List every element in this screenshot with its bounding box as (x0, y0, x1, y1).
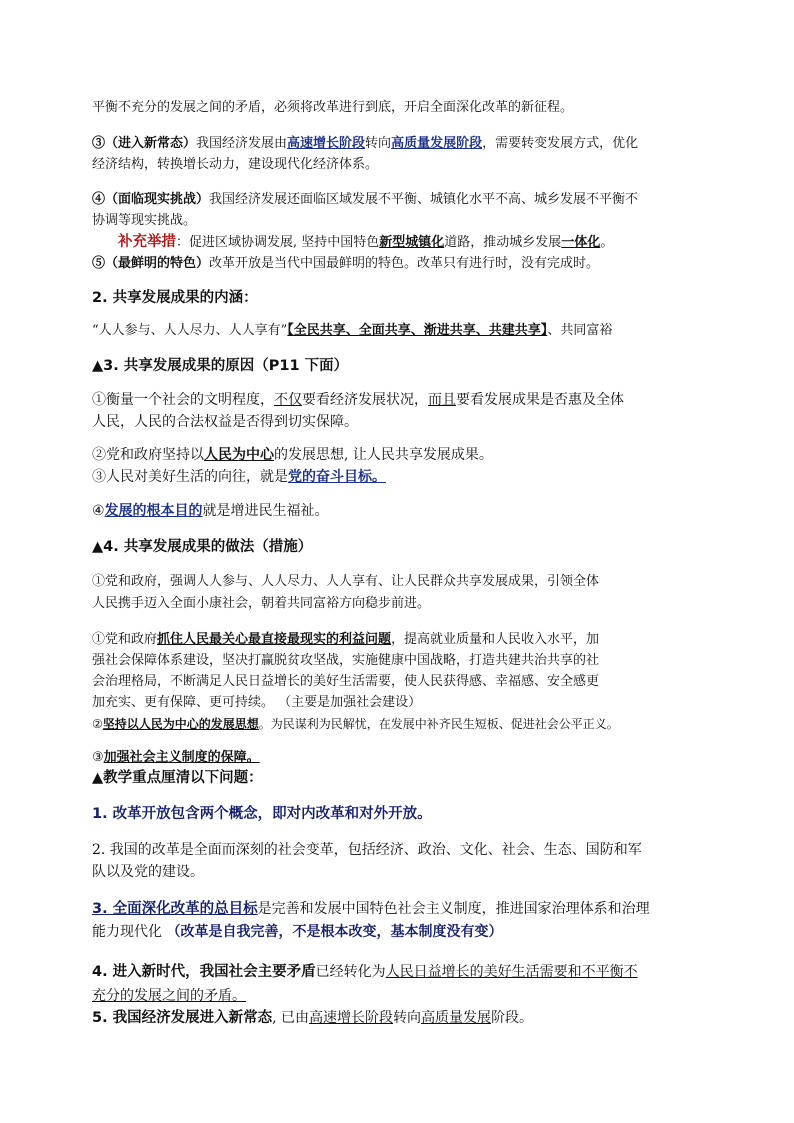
text-span: 、共同富裕 (547, 323, 613, 338)
text-line (92, 923, 502, 941)
text-line (92, 135, 638, 153)
key-term: 高速增长阶段 (309, 1010, 394, 1026)
text-line (92, 99, 573, 117)
key-term: 高速增长阶段 (287, 136, 366, 151)
text-span: 要看发展成果是否惠及全体 (456, 392, 624, 408)
key-term: 【全民共享、全面共享、渐进共享、共建共享】 (287, 323, 548, 338)
text-span: 能力现代化 (92, 924, 167, 940)
text-span: 是完善和发展中国特色社会主义制度，推进国家治理体系和治理 (257, 901, 650, 917)
text-line (92, 255, 599, 273)
text-span: 。 (600, 235, 614, 250)
key-term: 坚持以人民为中心的发展思想 (102, 717, 259, 731)
text-line (92, 212, 196, 230)
key-term: 发展的根本目的 (104, 503, 203, 519)
text-line (92, 652, 599, 670)
text-span: 协调等现实挑战。 (92, 213, 197, 228)
text-line (92, 468, 386, 486)
key-term: 抓住人民最关心最直接最现实的利益问题 (157, 632, 392, 647)
text-span: 强社会保障体系建设，坚决打赢脱贫攻坚战，实施健康中国战略，打造共建共治共享的社 (92, 653, 600, 668)
text-line (118, 233, 613, 252)
key-point: 1. 改革开放包含两个概念，即对内改革和对外开放。 (92, 806, 432, 822)
text-span: , 已由 (272, 1010, 310, 1026)
text-line (92, 900, 650, 918)
key-term: 4. 进入新时代，我国社会主要矛盾 (92, 964, 316, 980)
text-line (92, 413, 358, 431)
text-span: ：促进区域协调发展, 坚持中国特色 (176, 235, 380, 250)
text-span: ③ (92, 750, 104, 765)
text-span: 道路，推动城乡发展 (444, 235, 562, 250)
text-line (92, 391, 624, 409)
text-span: ①党和政府 (92, 632, 158, 647)
text-span: 人民携手迈入全面小康社会，朝着共同富裕方向稳步前进。 (92, 596, 431, 611)
text-span: 要看经济发展状况， (302, 392, 428, 408)
text-span: 经济结构，转换增长动力，建设现代化经济体系。 (92, 157, 379, 172)
key-term: 高质量发展 (421, 1010, 492, 1026)
text-line (92, 715, 619, 733)
text-span: ，需要转变发展方式，优化 (482, 136, 639, 151)
text-line (92, 841, 642, 859)
text-span: 我国经济发展由 (196, 136, 288, 151)
text-line (92, 156, 378, 174)
text-span: ② (92, 717, 103, 731)
text-span: ，提高就业质量和人民收入水平，加 (391, 632, 600, 647)
key-term: 3. 全面深化改革的总目标 (92, 901, 258, 917)
section-heading: ▲教学重点厘清以下问题： (92, 770, 263, 786)
section-label: ⑤（最鲜明的特色） (92, 256, 210, 271)
supplement-label: 补充举措 (118, 234, 176, 250)
text-line (92, 863, 204, 881)
text-line (92, 502, 329, 520)
text-span: 转向 (393, 1010, 422, 1026)
key-term: 不仅 (274, 392, 302, 408)
key-term: 党的奋斗目标。 (288, 469, 386, 485)
key-term: 一体化 (561, 235, 601, 250)
text-line (92, 631, 599, 649)
text-span: 就是增进民生福祉。 (202, 503, 329, 519)
text-line (92, 595, 430, 613)
text-span: “人人参与、人人尽力、人人享有” (92, 323, 288, 338)
text-line (92, 446, 493, 464)
text-span: ④ (92, 503, 105, 519)
text-span: 平衡不充分的发展之间的矛盾，必须将改革进行到底，开启全面深化改革的新征程。 (92, 100, 574, 115)
text-span: 已经转化为 (315, 964, 386, 980)
key-term: （改革是自我完善，不是根本改变，基本制度没有变） (166, 924, 503, 940)
text-span: 会治理格局，不断满足人民日益增长的美好生活需要，使人民获得感、幸福感、安全感更 (92, 674, 600, 689)
key-term: 加强社会主义制度的保障。 (103, 750, 260, 765)
text-span: ①衡量一个社会的文明程度， (92, 392, 274, 408)
text-span: 的发展思想, 让人民共享发展成果。 (274, 447, 493, 463)
text-span: 队以及党的建设。 (92, 864, 204, 880)
key-term: 人民为中心 (204, 447, 274, 463)
text-line (92, 322, 612, 340)
text-span: 人民，人民的合法权益是否得到切实保障。 (92, 414, 358, 430)
text-span: 转向 (365, 136, 392, 151)
text-span: ③人民对美好生活的向往，就是 (92, 469, 288, 485)
text-line (92, 573, 599, 591)
text-line (92, 1009, 533, 1027)
text-line (92, 191, 638, 209)
key-term: 5. 我国经济发展进入新常态 (92, 1010, 273, 1026)
section-heading: 2. 共享发展成果的内涵： (92, 290, 258, 306)
text-line (92, 963, 638, 981)
text-span: 加充实、更有保障、更可持续。 （主要是加强社会建设） (92, 695, 422, 710)
text-span: ①党和政府，强调人人参与、人人尽力、人人享有、让人民群众共享发展成果，引领全体 (92, 574, 600, 589)
section-label: ③（进入新常态） (92, 136, 197, 151)
text-span: 阶段。 (491, 1010, 534, 1026)
text-span: 2. 我国的改革是全面而深刻的社会变革，包括经济、政治、文化、社会、生态、国防和军 (92, 842, 642, 858)
text-span: 。为民谋利为民解忧，在发展中补齐民生短板、促进社会公平正义。 (258, 717, 619, 731)
key-term: 高质量发展阶段 (391, 136, 483, 151)
key-term: 充分的发展之间的矛盾。 (92, 988, 246, 1004)
text-line (92, 987, 246, 1005)
text-span: ②党和政府坚持以 (92, 447, 204, 463)
section-heading: ▲4. 共享发展成果的做法（措施） (92, 539, 313, 555)
text-span: 我国经济发展还面临区域发展不平衡、城镇化水平不高、城乡发展不平衡不 (209, 192, 639, 207)
text-line (92, 673, 599, 691)
section-label: ④（面临现实挑战） (92, 192, 210, 207)
text-span: 改革开放是当代中国最鲜明的特色。改革只有进行时，没有完成时。 (209, 256, 600, 271)
key-term: 新型城镇化 (379, 235, 445, 250)
text-line (92, 694, 421, 712)
text-line (92, 749, 260, 767)
key-term: 而且 (428, 392, 456, 408)
section-heading: ▲3. 共享发展成果的原因（P11 下面） (92, 358, 349, 374)
key-term: 人民日益增长的美好生活需要和不平衡不 (385, 964, 638, 980)
